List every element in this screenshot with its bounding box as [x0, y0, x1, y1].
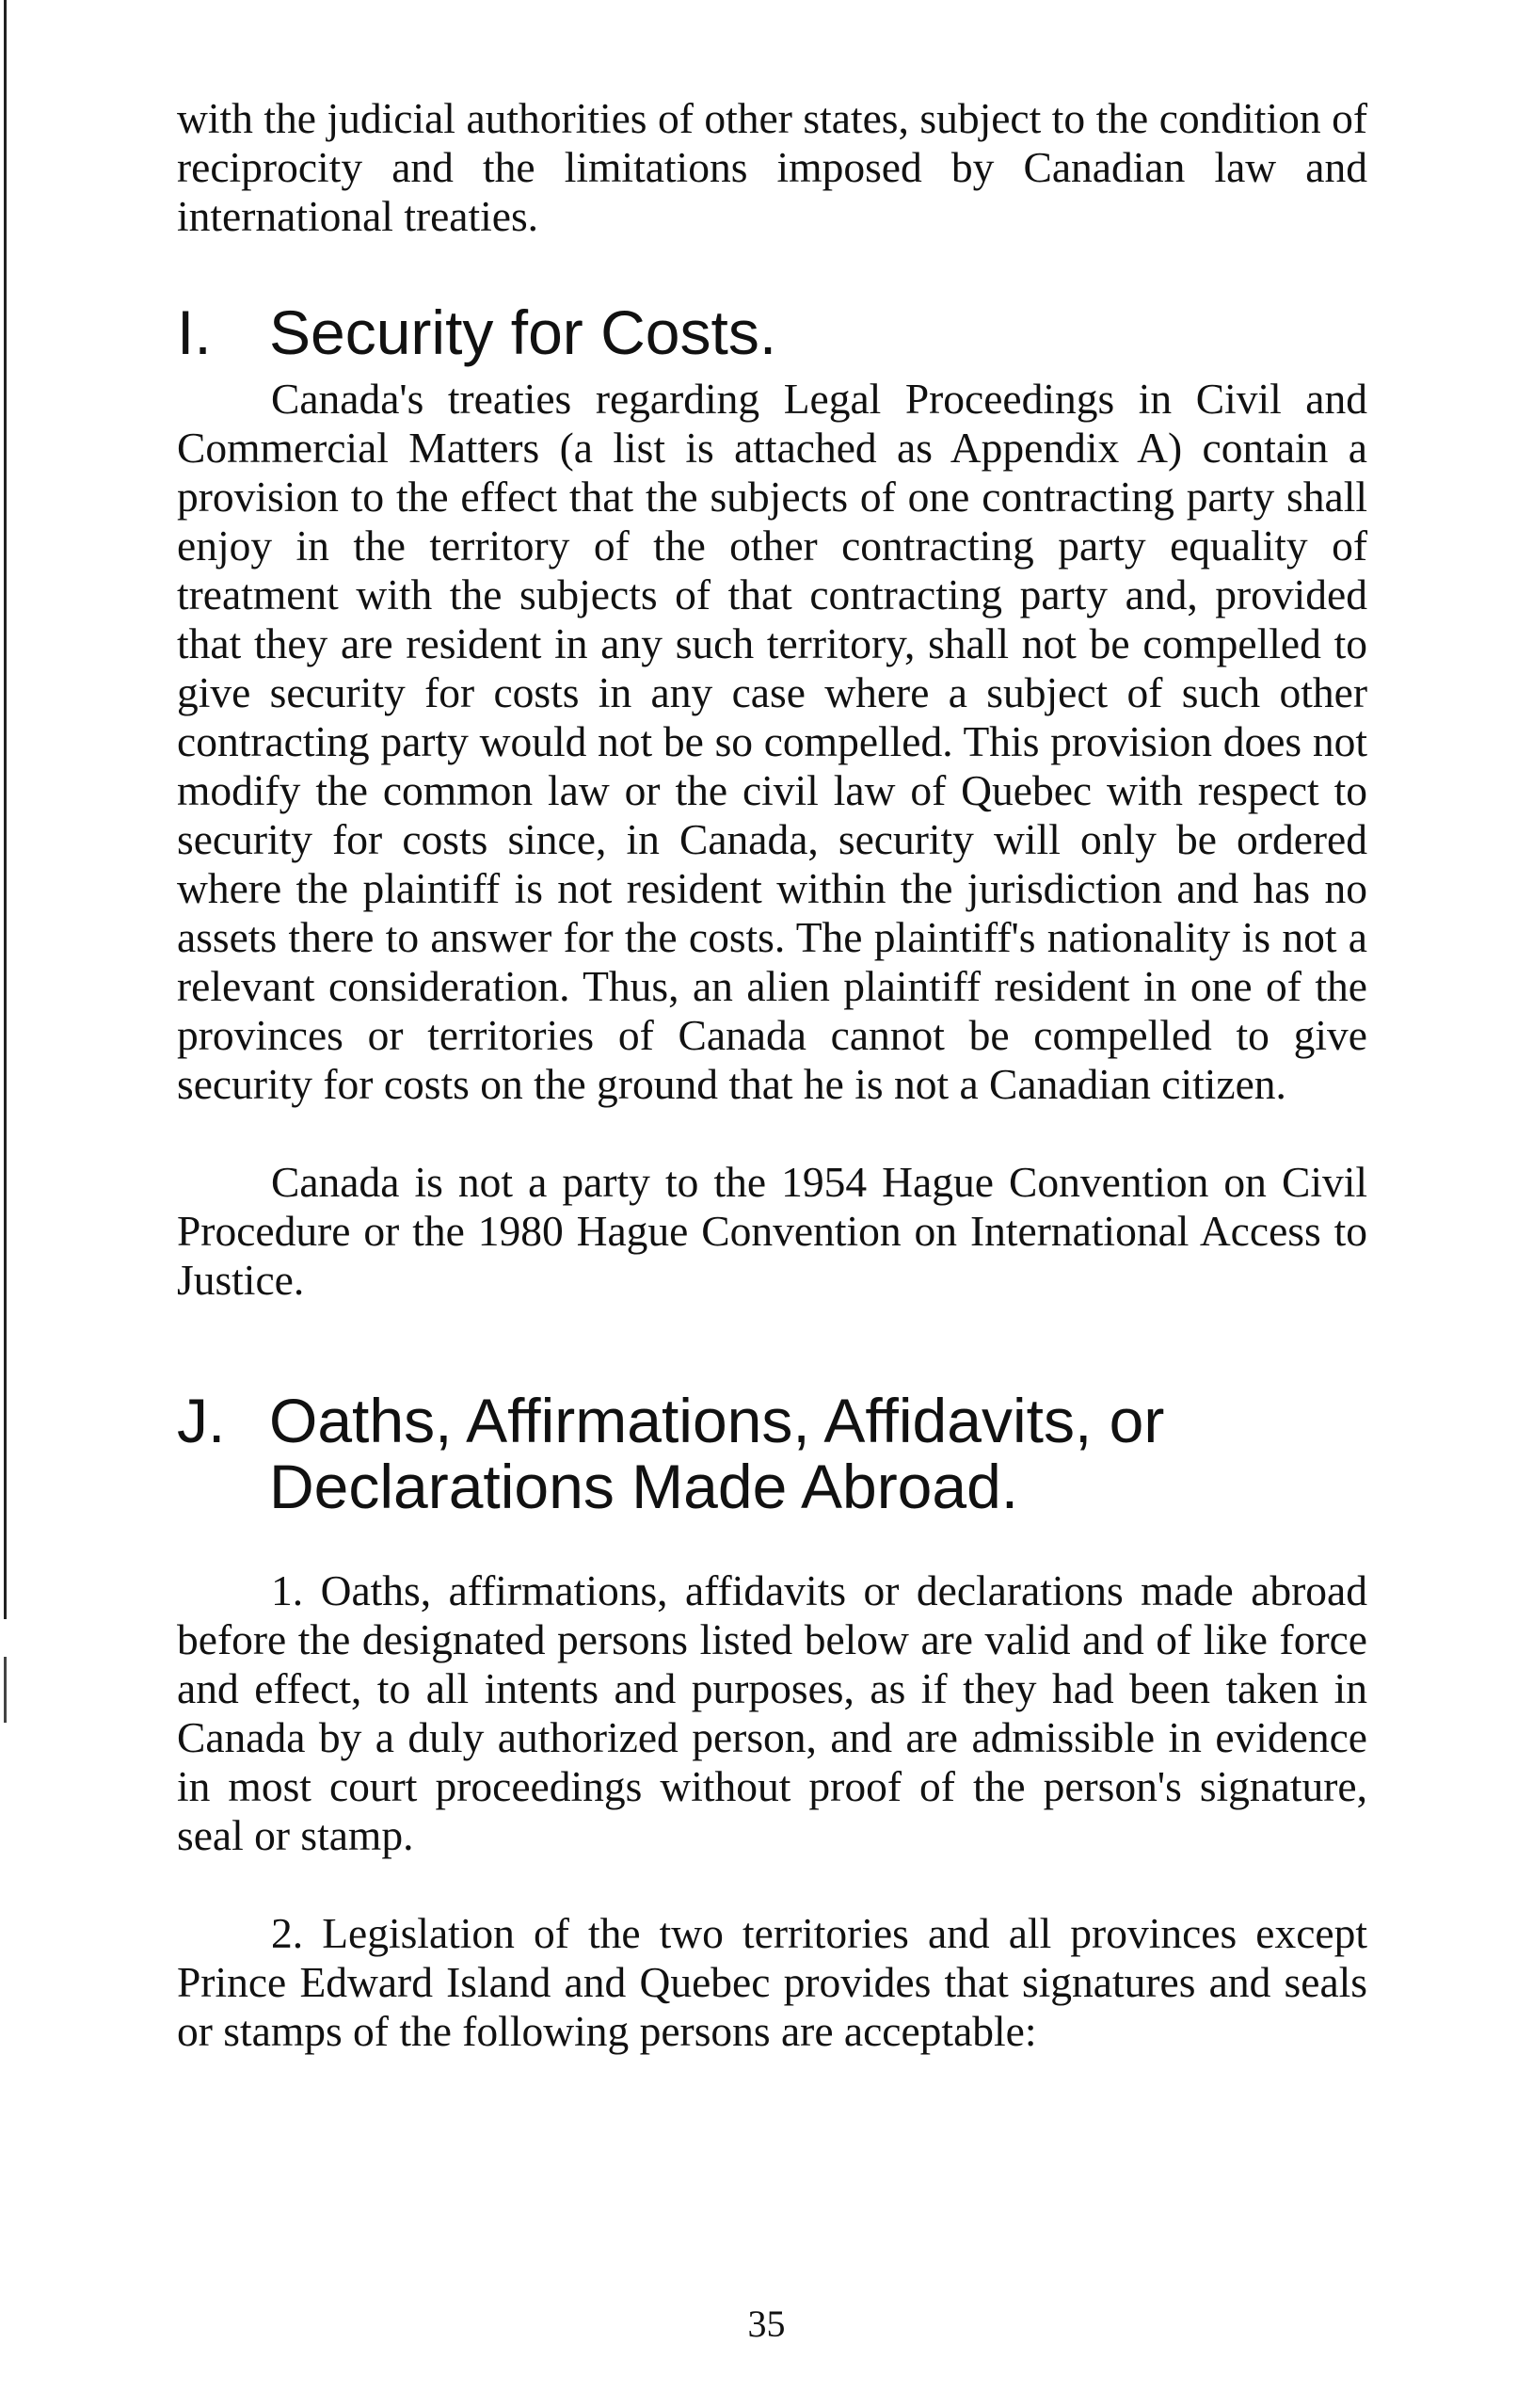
- intro-paragraph: with the judicial authorities of other states, subject to the condition of reciprocity and the limitations imposed by Canadian law and international treaties.: [177, 94, 1367, 240]
- oaths-paragraph-2: 2. Legislation of the two territories and all provinces except Prince Edward Island and Quebec provides that signatures and seals or stamps of the following persons are acceptable:: [177, 1909, 1367, 2055]
- page-number: 35: [747, 2303, 786, 2345]
- section-heading-security: [177, 299, 1367, 365]
- scan-border-fragment: [4, 1657, 7, 1723]
- section-title: Oaths, Affirmations, Affidavits, or Declarations Made Abroad.: [269, 1386, 1165, 1521]
- scan-border: [4, 0, 7, 1619]
- section-letter: I.: [177, 297, 212, 367]
- section-letter: J.: [177, 1386, 226, 1455]
- section-title: Security for Costs.: [269, 297, 777, 367]
- security-paragraph-1: Canada's treaties regarding Legal Proceedings in Civil and Commercial Matters (a list is attached as Appendix A) contain a provision to the effect that the subjects of one contracting party shall enjoy in the territory of the other contracting party equality of treatment with the subjects of that contracting party and, provided that they are resident in any such territory, shall not be compelled to give security for costs in any case where a subject of such other contracting party would not be so compelled. This provision does not modify the common law or the civil law of Quebec with respect to security for costs since, in Canada, security will only be ordered where the plaintiff is not resident within the jurisdiction and has no assets there to answer for the costs. The plaintiff's nationality is not a relevant consideration. Thus, an alien plaintiff resident in one of the provinces or territories of Canada cannot be compelled to give security for costs on the ground that he is not a Canadian citizen.: [177, 375, 1367, 1108]
- security-paragraph-2: Canada is not a party to the 1954 Hague Convention on Civil Procedure or the 1980 Hague Convention on International Access to Justice.: [177, 1158, 1367, 1304]
- oaths-paragraph-1: 1. Oaths, affirmations, affidavits or declarations made abroad before the designated persons listed below are valid and of like force and effect, to all intents and purposes, as if they had been taken in Canada by a duly authorized person, and are admissible in evidence in most court proceedings without proof of the person's signature, seal or stamp.: [177, 1566, 1367, 1859]
- page-body: [177, 94, 1367, 2056]
- section-heading-oaths: [177, 1388, 1367, 1519]
